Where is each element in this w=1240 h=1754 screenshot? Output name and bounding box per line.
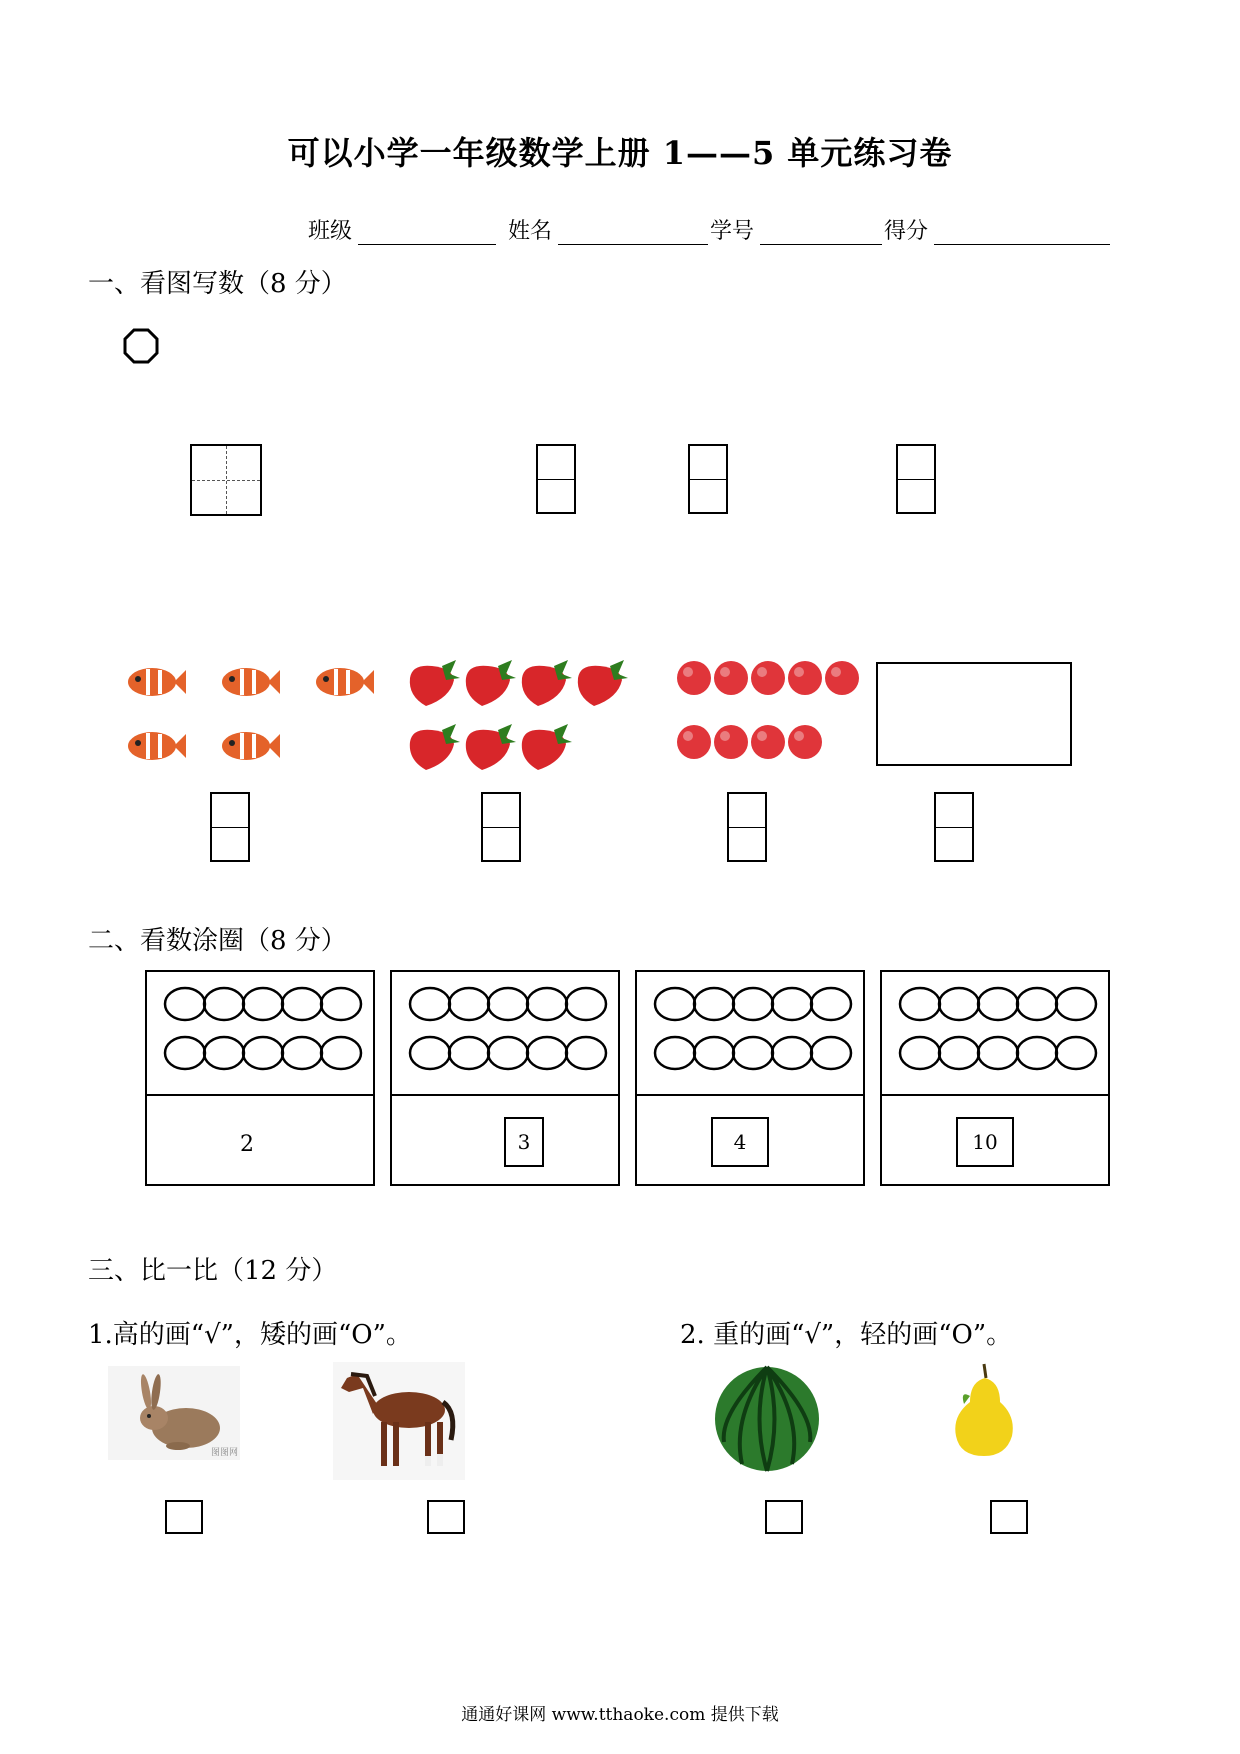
circle-panel-4 <box>880 970 1110 1186</box>
horse-icon <box>333 1362 465 1480</box>
circle-panel-1 <box>145 970 375 1186</box>
fish-group <box>128 668 374 760</box>
apple-icon <box>788 661 822 695</box>
panel-number: 4 <box>711 1117 769 1167</box>
checkbox-rabbit[interactable] <box>165 1500 203 1534</box>
section1-heading: 一、看图写数（8 分） <box>88 269 347 299</box>
checkbox-horse[interactable] <box>427 1500 465 1534</box>
answer-box-octagons[interactable] <box>190 444 262 516</box>
fish-icon <box>128 668 186 696</box>
panel-divider <box>882 1094 1108 1096</box>
circle-panel-2 <box>390 970 620 1186</box>
circle-grid <box>882 972 1108 1092</box>
answer-box-strawberries[interactable] <box>481 792 521 862</box>
page-title: 可以小学一年级数学上册 1——5 单元练习卷 <box>287 134 953 172</box>
apple-icon <box>677 661 711 695</box>
watermelon-icon <box>712 1364 822 1474</box>
apple-icon <box>751 725 785 759</box>
fish-icon <box>222 732 280 760</box>
section3-heading: 三、比一比（12 分） <box>88 1256 338 1286</box>
strawberry-icon <box>410 724 460 770</box>
panel-divider <box>392 1094 618 1096</box>
class-field[interactable] <box>358 216 496 245</box>
pear-image <box>950 1360 1020 1464</box>
panel-number: 10 <box>956 1117 1014 1167</box>
fish-icon <box>316 668 374 696</box>
drawing-box[interactable] <box>876 662 1072 766</box>
strawberry-icon <box>522 724 572 770</box>
apple-icon <box>788 725 822 759</box>
strawberry-icon <box>410 660 460 706</box>
panel-number: 3 <box>504 1117 544 1167</box>
rabbit-image <box>108 1366 240 1460</box>
circle-grid <box>147 972 373 1092</box>
answer-box-cylinders[interactable] <box>688 444 728 514</box>
strawberry-icon <box>578 660 628 706</box>
rabbit-watermark: 图图网 <box>210 1448 238 1458</box>
score-label: 得分 <box>884 219 929 244</box>
checkbox-watermelon[interactable] <box>765 1500 803 1534</box>
id-field[interactable] <box>760 216 882 245</box>
fish-icon <box>222 668 280 696</box>
strawberry-group <box>410 660 628 770</box>
apple-group <box>677 661 859 759</box>
pear-icon <box>950 1360 1020 1460</box>
circle-grid <box>637 972 863 1092</box>
score-field[interactable] <box>934 216 1110 245</box>
answer-box-apples[interactable] <box>727 792 767 862</box>
question-1: 1.高的画“√”，矮的画“O”。 <box>88 1320 412 1350</box>
question-2: 2. 重的画“√”，轻的画“O”。 <box>680 1320 1013 1350</box>
apple-icon <box>825 661 859 695</box>
section2-heading: 二、看数涂圈（8 分） <box>88 926 347 956</box>
answer-box-umbrellas[interactable] <box>896 444 936 514</box>
name-field[interactable] <box>558 216 708 245</box>
answer-box-fish[interactable] <box>210 792 250 862</box>
apple-icon <box>751 661 785 695</box>
horse-image <box>333 1362 465 1480</box>
apple-icon <box>714 661 748 695</box>
panel-number: 2 <box>240 1132 254 1157</box>
panel-divider <box>637 1094 863 1096</box>
circle-grid <box>392 972 618 1092</box>
checkbox-pear[interactable] <box>990 1500 1028 1534</box>
apple-icon <box>714 725 748 759</box>
apple-icon <box>677 725 711 759</box>
section1-row1-pictures <box>0 320 1240 430</box>
octagon-group <box>125 330 157 362</box>
panel-divider <box>147 1094 373 1096</box>
class-label: 班级 <box>308 219 353 244</box>
strawberry-icon <box>522 660 572 706</box>
strawberry-icon <box>466 660 516 706</box>
watermelon-image <box>712 1364 822 1478</box>
fish-icon <box>128 732 186 760</box>
id-label: 学号 <box>710 219 755 244</box>
answer-box-drawing[interactable] <box>934 792 974 862</box>
answer-box-cubes[interactable] <box>536 444 576 514</box>
strawberry-icon <box>466 724 516 770</box>
circle-panel-3 <box>635 970 865 1186</box>
name-label: 姓名 <box>508 219 553 244</box>
footer-text: 通通好课网 www.tthaoke.com 提供下载 <box>461 1705 779 1725</box>
